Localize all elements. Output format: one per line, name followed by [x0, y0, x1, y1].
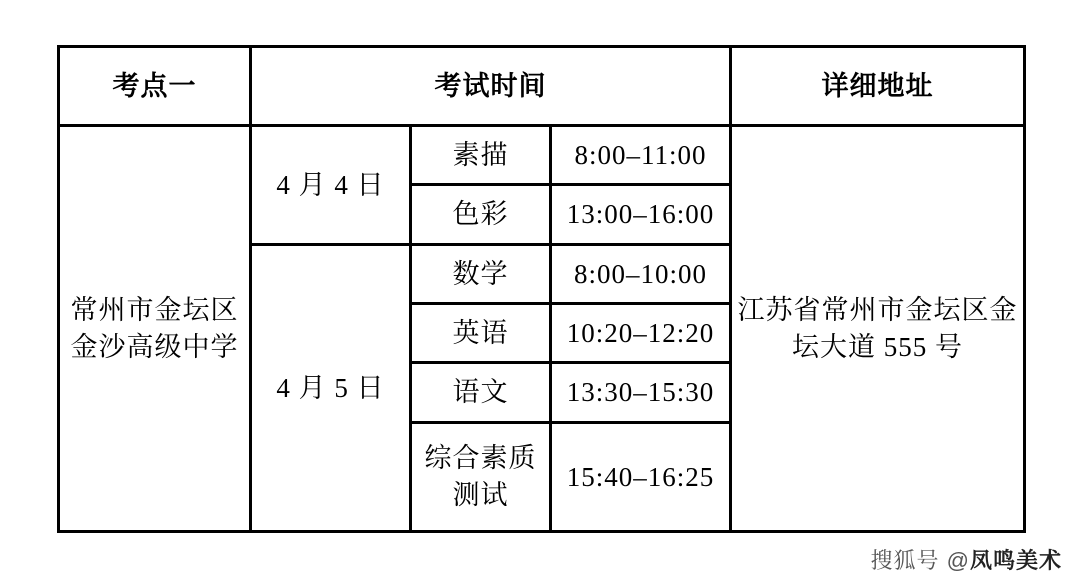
time-cell: 13:00–16:00	[551, 185, 731, 244]
date-cell-1: 4 月 5 日	[251, 244, 411, 531]
header-exam-time: 考试时间	[251, 47, 731, 126]
subject-cell: 色彩	[411, 185, 551, 244]
time-cell: 8:00–10:00	[551, 244, 731, 303]
subject-cell: 语文	[411, 363, 551, 422]
table-row	[59, 126, 1025, 185]
exam-schedule-table-container	[57, 45, 1023, 533]
subject-cell: 英语	[411, 304, 551, 363]
watermark-prefix: 搜狐号 @	[870, 548, 970, 573]
subject-cell: 综合素质测试	[411, 422, 551, 531]
time-cell: 13:30–15:30	[551, 363, 731, 422]
date-cell-0: 4 月 4 日	[251, 126, 411, 245]
time-cell: 15:40–16:25	[551, 422, 731, 531]
watermark	[871, 544, 1062, 575]
time-cell: 8:00–11:00	[551, 126, 731, 185]
subject-cell: 素描	[411, 126, 551, 185]
site-name-cell: 常州市金坛区金沙高级中学	[59, 126, 251, 532]
watermark-name: 凤鸣美术	[969, 548, 1062, 573]
table-header-row	[59, 47, 1025, 126]
header-address: 详细地址	[731, 47, 1025, 126]
exam-schedule-table	[57, 45, 1026, 533]
time-cell: 10:20–12:20	[551, 304, 731, 363]
header-site: 考点一	[59, 47, 251, 126]
address-cell: 江苏省常州市金坛区金坛大道 555 号	[731, 126, 1025, 532]
subject-cell: 数学	[411, 244, 551, 303]
